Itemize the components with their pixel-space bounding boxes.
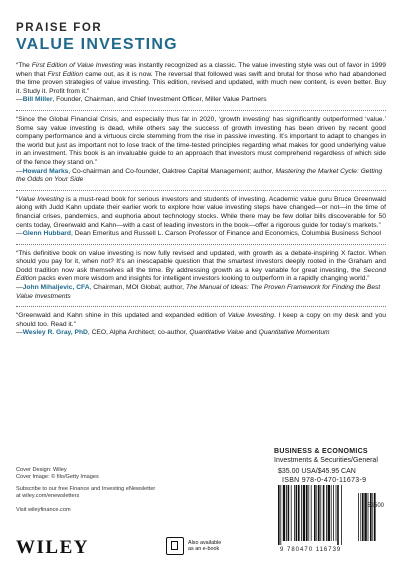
publisher-logo: WILEY (16, 537, 89, 558)
barcode-bar (278, 485, 280, 545)
newsletter-note (16, 486, 155, 500)
cover-credits (16, 467, 99, 481)
cover-footer (16, 448, 386, 567)
addon-bar (370, 493, 372, 541)
barcode-bar (336, 485, 337, 541)
category-line-1: BUSINESS & ECONOMICS (274, 448, 368, 455)
barcode-bar (286, 485, 287, 541)
barcode-bar (341, 485, 342, 545)
barcode-bar (298, 485, 300, 541)
addon-bar (372, 493, 373, 541)
price-label: $35.00 USA/$45.95 CAN (278, 468, 356, 475)
ebook-line-1: Also available (188, 539, 222, 546)
barcode-bar (328, 485, 330, 541)
endorser-name: Glenn Hubbard (22, 230, 71, 238)
barcode-bar (308, 485, 309, 541)
quote-divider (16, 110, 386, 111)
addon-bar (360, 493, 361, 541)
quote-attribution: —John Mihaljevic, CFA, Chairman, MOI Global; author, The Manual of Ideas: The Proven Framework for Finding the Best Value Investments (16, 284, 381, 300)
quote-text: “The First Edition of Value Investing was instantly recognized as a classic. The value investing style was out of favor in 1999 when that First Edition came out, as it is now. The reversal that followed was swift and brutal for those who had abandoned the time proven strategies of value investing. This edition, revised and updated, with much new content, is even better. Buy it. Study it. Profit from it.” (16, 62, 387, 95)
barcode-bar (316, 485, 317, 541)
barcode-bar (337, 485, 339, 545)
barcode-graphic (274, 485, 384, 547)
barcode-block (274, 477, 384, 559)
barcode-bar (294, 485, 295, 541)
endorser-name: Howard Marks (22, 167, 69, 175)
addon-bar (374, 493, 376, 541)
quote-divider (16, 190, 386, 191)
quote-attribution: —Glenn Hubbard, Dean Emeritus and Russell L. Carson Professor of Finance and Economics, Columbia Business School (16, 230, 382, 238)
endorser-name: John Mihaljevic, CFA (22, 284, 90, 292)
newsletter-line-1: Subscribe to our free Finance and Investing eNewsletter (16, 486, 156, 492)
quote-divider (16, 244, 386, 245)
barcode-bar (314, 485, 316, 541)
cover-design-credit: Cover Design: Wiley (16, 467, 67, 473)
barcode-bar (291, 485, 292, 541)
quote-text: “Since the Global Financial Crisis, and especially thus far in 2020, ‘growth investing’ has significantly outperformed ‘value.’ Some say value investing is dead, while others say the success of growth investing has been driven by recent good company performance and a virtuous circle stemming from the rise in passive investing. It’s important to adapt to changes in the world but just as important not to lose track of the time-tested principles regarding what makes for good underlying value in an investment. This book is an invaluable guide to an approach that investors must comprehend regardless of which side of the fence they stand on.” (16, 115, 386, 166)
barcode-bar (288, 485, 290, 541)
quote-text: “Greenwald and Kahn shine in this updated and expanded edition of Value Investing. I keep a copy on my desk and you should too. Read it.” (16, 312, 386, 328)
praise-quotes (16, 62, 386, 338)
newsletter-line-2: at wiley.com/enewsletters (16, 493, 80, 499)
barcode-bar (303, 485, 305, 541)
quote-divider (16, 306, 386, 307)
endorser-name: Wesley R. Gray, PhD (22, 329, 88, 337)
praise-for-label: PRAISE FOR (16, 22, 103, 34)
quote-attribution: —Howard Marks, Co-chairman and Co-founder, Oaktree Capital Management; author, Mastering the Market Cycle: Getting the Odds on Your Side (16, 167, 383, 184)
quote-text: “This definitive book on value investing is now fully revised and updated, with growth as a debate-inspiring X factor. When should you pay for it, when not? It’s an inescapable question that the smartest investors deeply rooted in the Graham and Dodd tradition now ask themselves all the time. By addressing growth as a key variable for great investing, the Second Edition packs even more wisdom and insights for intelligent investors looking to outperform in a rapidly changing world.” (16, 249, 386, 283)
barcode-bar (306, 485, 308, 541)
barcode-digits: 9 780470 116739 (280, 547, 342, 553)
ebook-line-2: as an e-book (188, 546, 220, 552)
barcode-bar (296, 485, 298, 541)
barcode-bar (326, 485, 327, 541)
barcode-bar (301, 485, 302, 541)
category-line-2: Investments & Securities/General (274, 456, 378, 464)
isbn-label: ISBN 978-0-470-11673-9 (282, 477, 367, 484)
ebook-icon (166, 537, 184, 555)
addon-bar (368, 493, 369, 541)
ebook-badge (166, 537, 221, 555)
barcode-bar (333, 485, 334, 541)
barcode-bar (283, 485, 285, 541)
barcode-bar (280, 485, 281, 545)
subject-category (274, 448, 386, 465)
cover-image-credit: Cover Image: © filo/Getty Images (16, 474, 99, 480)
endorser-name: Bill Miller (22, 96, 53, 104)
addon-bar (362, 493, 364, 541)
barcode-bar (320, 485, 321, 541)
barcode-bar (318, 485, 320, 541)
barcode-bar (331, 485, 332, 541)
addon-bar (358, 493, 359, 541)
book-title-heading: VALUE INVESTING (16, 36, 178, 53)
quote-text: “Value Investing is a must-read book for serious investors and students of investing. Academic value guru Bruce Greenwald along with Judd Kahn update their earlier work to explore how value investing steps have changed—or not—in the time of financial crises, pandemics, and euphoria about technology stocks. While there may be few dollar bills discoverable for 50 cents today, Greenwald and Kahn—with a cast of leading investors in the book—offer a rigorous guide for today’s markets.” (16, 195, 386, 229)
quote-attribution: —Bill Miller, Founder, Chairman, and Chief Investment Officer, Miller Value Partners (16, 96, 267, 104)
quote-attribution: —Wesley R. Gray, PhD, CEO, Alpha Architect; co-author, Quantitative Value and Quantitative Momentum (16, 329, 330, 337)
addon-bar (364, 493, 366, 541)
barcode-bar (311, 485, 312, 541)
addon-code: 53500 (367, 503, 384, 509)
website-note: Visit wileyfinance.com (16, 507, 71, 513)
barcode-bar (323, 485, 325, 541)
